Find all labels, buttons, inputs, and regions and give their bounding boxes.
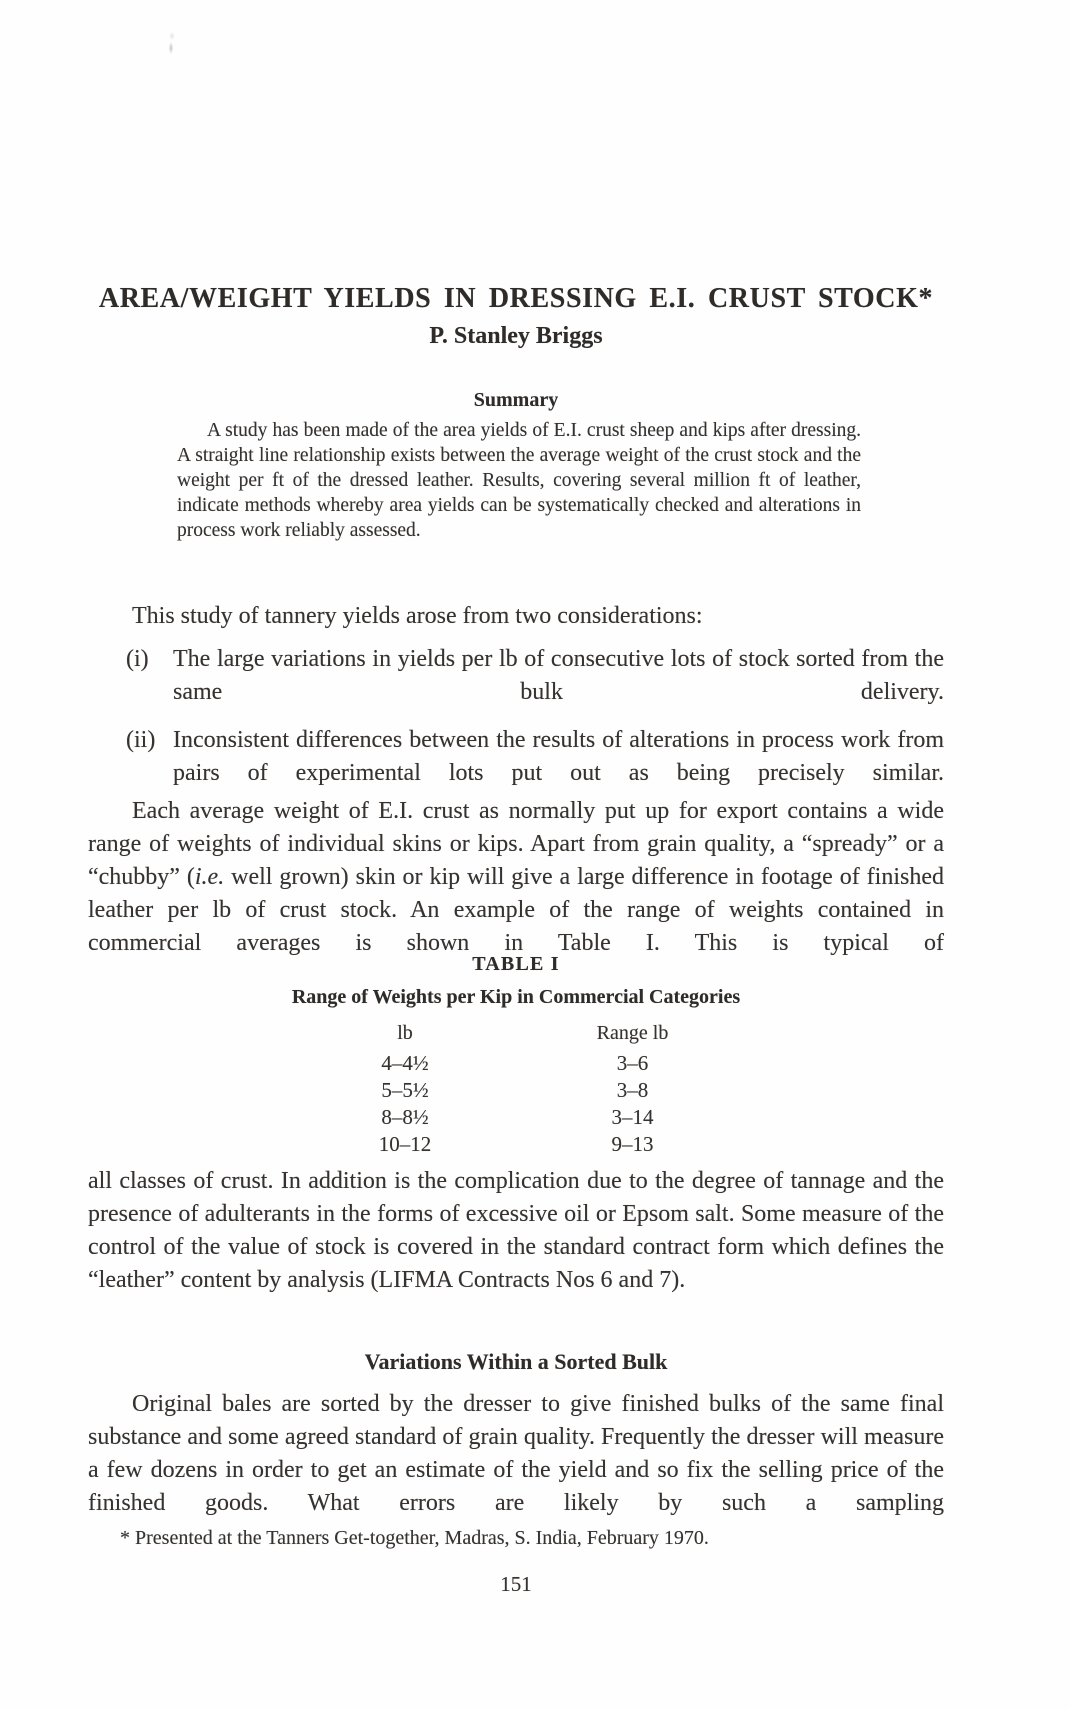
column-header-lb: lb: [397, 1022, 413, 1044]
summary-paragraph: A study has been made of the area yields of E.I. crust sheep and kips after dressing. A straight line relationship exists between the average weight of the crust stock and the weight per ft of the dressed leather. Results, covering several million ft of leather, indicate methods whereby area yields can be systematically checked and alterations in process work reliably assessed.: [177, 420, 861, 541]
list-item: [88, 643, 944, 709]
table-cell: 4–4½: [381, 1051, 429, 1075]
section-heading: Variations Within a Sorted Bulk: [364, 1349, 668, 1374]
page-title: AREA/WEIGHT YIELDS IN DRESSING E.I. CRUST STOCK*: [98, 283, 934, 314]
weights-table: [255, 1020, 710, 1158]
table-row: [255, 1104, 710, 1131]
considerations-list: [88, 643, 944, 790]
summary-heading: Summary: [473, 389, 559, 411]
table-cell: 8–8½: [381, 1105, 429, 1129]
table-cell: 3–6: [616, 1051, 649, 1075]
footnote: * Presented at the Tanners Get-together, Madras, S. India, February 1970.: [120, 1527, 709, 1549]
table-subtitle: Range of Weights per Kip in Commercial Categories: [291, 986, 741, 1008]
body-paragraph-1: [88, 795, 944, 960]
table-caption: TABLE I: [472, 953, 560, 975]
table-row: [255, 1131, 710, 1158]
scan-smudge: [166, 30, 176, 56]
table-cell: 3–14: [611, 1105, 654, 1129]
table-header-row: [255, 1020, 710, 1047]
body-paragraph-2: all classes of crust. In addition is the complication due to the degree of tannage and the presence of adulterants in the forms of excessive oil or Epsom salt. Some measure of the control of the value of stock is covered in the standard contract form which defines the “leather” content by analysis (LIFMA Contracts Nos 6 and 7).: [88, 1168, 944, 1293]
author: P. Stanley Briggs: [429, 323, 603, 349]
list-item: [88, 724, 944, 790]
page-number: 151: [500, 1572, 532, 1596]
table-cell: 3–8: [616, 1078, 649, 1102]
list-text: Inconsistent differences between the results of alterations in process work from pairs of experimental lots put out as being precisely similar.: [173, 727, 944, 786]
column-header-range: Range lb: [596, 1022, 669, 1044]
list-marker: (i): [126, 646, 149, 672]
table-cell: 9–13: [611, 1132, 654, 1156]
table-cell: 10–12: [378, 1132, 432, 1156]
italic-text: i.e.: [194, 864, 225, 890]
table-row: [255, 1050, 710, 1077]
list-marker: (ii): [126, 727, 156, 753]
table-row: [255, 1077, 710, 1104]
table-cell: 5–5½: [381, 1078, 429, 1102]
list-text: The large variations in yields per lb of consecutive lots of stock sorted from the same bulk delivery.: [173, 646, 944, 705]
intro-paragraph: This study of tannery yields arose from two considerations:: [132, 603, 703, 629]
paragraph-text: Each average weight of E.I. crust as normally put up for export contains a wide range of weights of individual skins or kips. Apart from grain quality, a “spready” or a “chubby” (: [88, 798, 944, 890]
body-paragraph-3: Original bales are sorted by the dresser to give finished bulks of the same final substance and some agreed standard of grain quality. Frequently the dresser will measure a few dozens in order to get an estimate of the yield and so fix the selling price of the finished goods. What errors are likely by such a sampling: [88, 1391, 944, 1516]
paragraph-text: well grown) skin or kip will give a large difference in footage of finished leather per lb of crust stock. An example of the range of weights contained in commercial averages is shown in Table I. This is typical of: [88, 864, 944, 956]
